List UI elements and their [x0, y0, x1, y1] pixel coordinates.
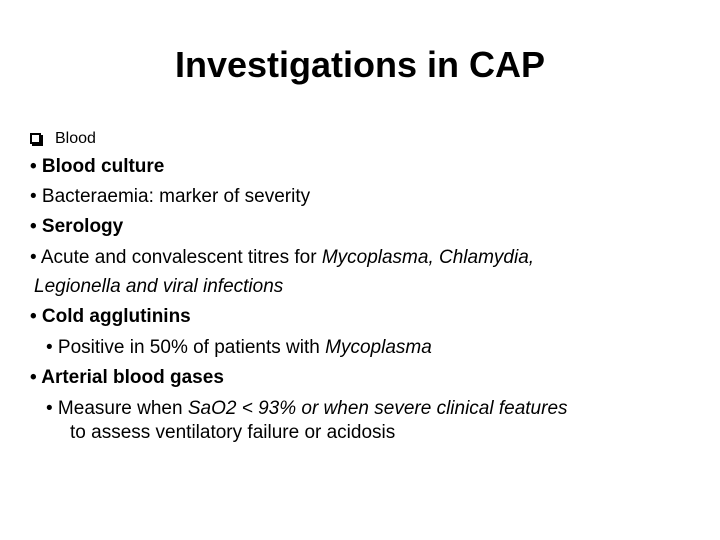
legionella-text: Legionella and viral infections [34, 276, 284, 297]
cold-agglutinins-text: • Cold agglutinins [30, 306, 191, 327]
acute-text: • Acute and convalescent titres for [30, 247, 322, 268]
bullet-positive-mycoplasma [46, 337, 432, 359]
section-heading-blood [30, 128, 96, 150]
bacteraemia-text: • Bacteraemia: marker of severity [30, 186, 311, 207]
measure-text: • Measure when [46, 398, 188, 419]
positive-text: • Positive in 50% of patients with [46, 337, 326, 358]
bullet-acute-titres-continued [34, 276, 283, 298]
assess-text: to assess ventilatory failure or acidosis [70, 422, 396, 443]
checkbox-bullet-icon [30, 133, 41, 144]
slide-title: Investigations in CAP [174, 44, 546, 85]
bullet-arterial-blood-gases [30, 367, 224, 389]
blood-culture-text: • Blood culture [30, 156, 165, 177]
bullet-measure-continued [70, 422, 395, 444]
bullet-serology [30, 216, 123, 238]
acute-organisms-text: Mycoplasma, Chlamydia, [321, 247, 535, 268]
section-label: Blood [55, 130, 96, 147]
bullet-cold-agglutinins [30, 306, 191, 328]
bullet-blood-culture [30, 156, 164, 178]
mycoplasma-text: Mycoplasma [325, 337, 432, 358]
serology-text: • Serology [30, 216, 124, 237]
bullet-bacteraemia [30, 186, 310, 208]
bullet-measure [46, 398, 568, 420]
measure-criteria-text: SaO2 < 93% or when severe clinical features [187, 398, 568, 419]
arterial-blood-gases-text: • Arterial blood gases [30, 367, 224, 388]
bullet-acute-titres [30, 247, 534, 269]
